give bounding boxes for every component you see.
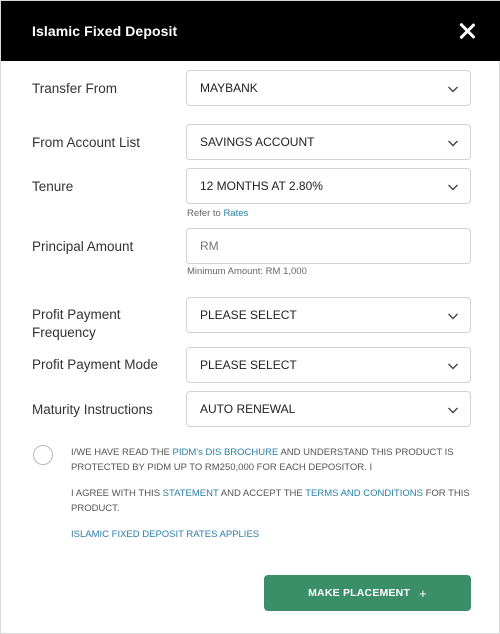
consent-radio[interactable] <box>33 445 53 465</box>
pidm-brochure-link[interactable]: PIDM's DIS BROCHURE <box>172 447 279 458</box>
chevron-down-icon <box>447 137 459 149</box>
chevron-down-icon <box>447 360 459 372</box>
transfer-from-label: Transfer From <box>32 81 118 96</box>
chevron-down-icon <box>447 83 459 95</box>
tenure-hint <box>187 208 248 219</box>
payment-frequency-value: PLEASE SELECT <box>200 308 297 322</box>
maturity-label: Maturity Instructions <box>32 402 153 417</box>
plus-icon: + <box>419 585 427 601</box>
account-list-select[interactable] <box>186 124 471 160</box>
tenure-label: Tenure <box>32 179 74 194</box>
pidm-text-prefix: I/WE HAVE READ THE <box>71 447 170 458</box>
principal-hint: Minimum Amount: RM 1,000 <box>187 266 307 277</box>
principal-field[interactable] <box>186 228 471 264</box>
maturity-select[interactable] <box>186 391 471 427</box>
account-list-value: SAVINGS ACCOUNT <box>200 135 315 149</box>
principal-label: Principal Amount <box>32 239 134 254</box>
maturity-value: AUTO RENEWAL <box>200 402 296 416</box>
terms-conditions-link[interactable]: TERMS AND CONDITIONS <box>305 488 423 499</box>
modal-header <box>1 1 500 61</box>
agree-text-suffix: FOR THIS PRODUCT. <box>71 488 470 514</box>
payment-frequency-label-line2: Frequency <box>32 325 96 340</box>
rates-applies-link[interactable]: ISLAMIC FIXED DEPOSIT RATES APPLIES <box>71 529 260 540</box>
tenure-value: 12 MONTHS AT 2.80% <box>200 179 323 193</box>
rates-link[interactable]: Rates <box>223 208 249 219</box>
tenure-hint-text: Refer to <box>187 208 221 219</box>
payment-mode-value: PLEASE SELECT <box>200 358 297 372</box>
transfer-from-select[interactable] <box>186 70 471 106</box>
close-icon[interactable] <box>459 23 475 39</box>
make-placement-button[interactable] <box>264 575 471 611</box>
chevron-down-icon <box>447 181 459 193</box>
modal-title: Islamic Fixed Deposit <box>32 23 178 39</box>
payment-mode-label: Profit Payment Mode <box>32 357 159 372</box>
make-placement-label: MAKE PLACEMENT <box>308 587 411 599</box>
pidm-text-suffix: AND UNDERSTAND THIS PRODUCT IS PROTECTED BY PIDM UP TO RM250,000 FOR EACH DEPOSITOR. I <box>71 447 454 473</box>
payment-frequency-label-line1: Profit Payment <box>32 307 121 322</box>
chevron-down-icon <box>447 404 459 416</box>
transfer-from-value: MAYBANK <box>200 81 258 95</box>
agree-text-prefix: I AGREE WITH THIS <box>71 488 161 499</box>
tenure-select[interactable] <box>186 168 471 204</box>
principal-input[interactable] <box>200 239 470 253</box>
chevron-down-icon <box>447 310 459 322</box>
payment-mode-select[interactable] <box>186 347 471 383</box>
payment-frequency-select[interactable] <box>186 297 471 333</box>
pidm-statement <box>71 445 471 475</box>
statement-link[interactable]: STATEMENT <box>162 488 219 499</box>
account-list-label: From Account List <box>32 135 141 150</box>
payment-frequency-label <box>32 306 121 342</box>
agree-text-mid: AND ACCEPT THE <box>220 488 303 499</box>
agreement-statement <box>71 486 471 516</box>
